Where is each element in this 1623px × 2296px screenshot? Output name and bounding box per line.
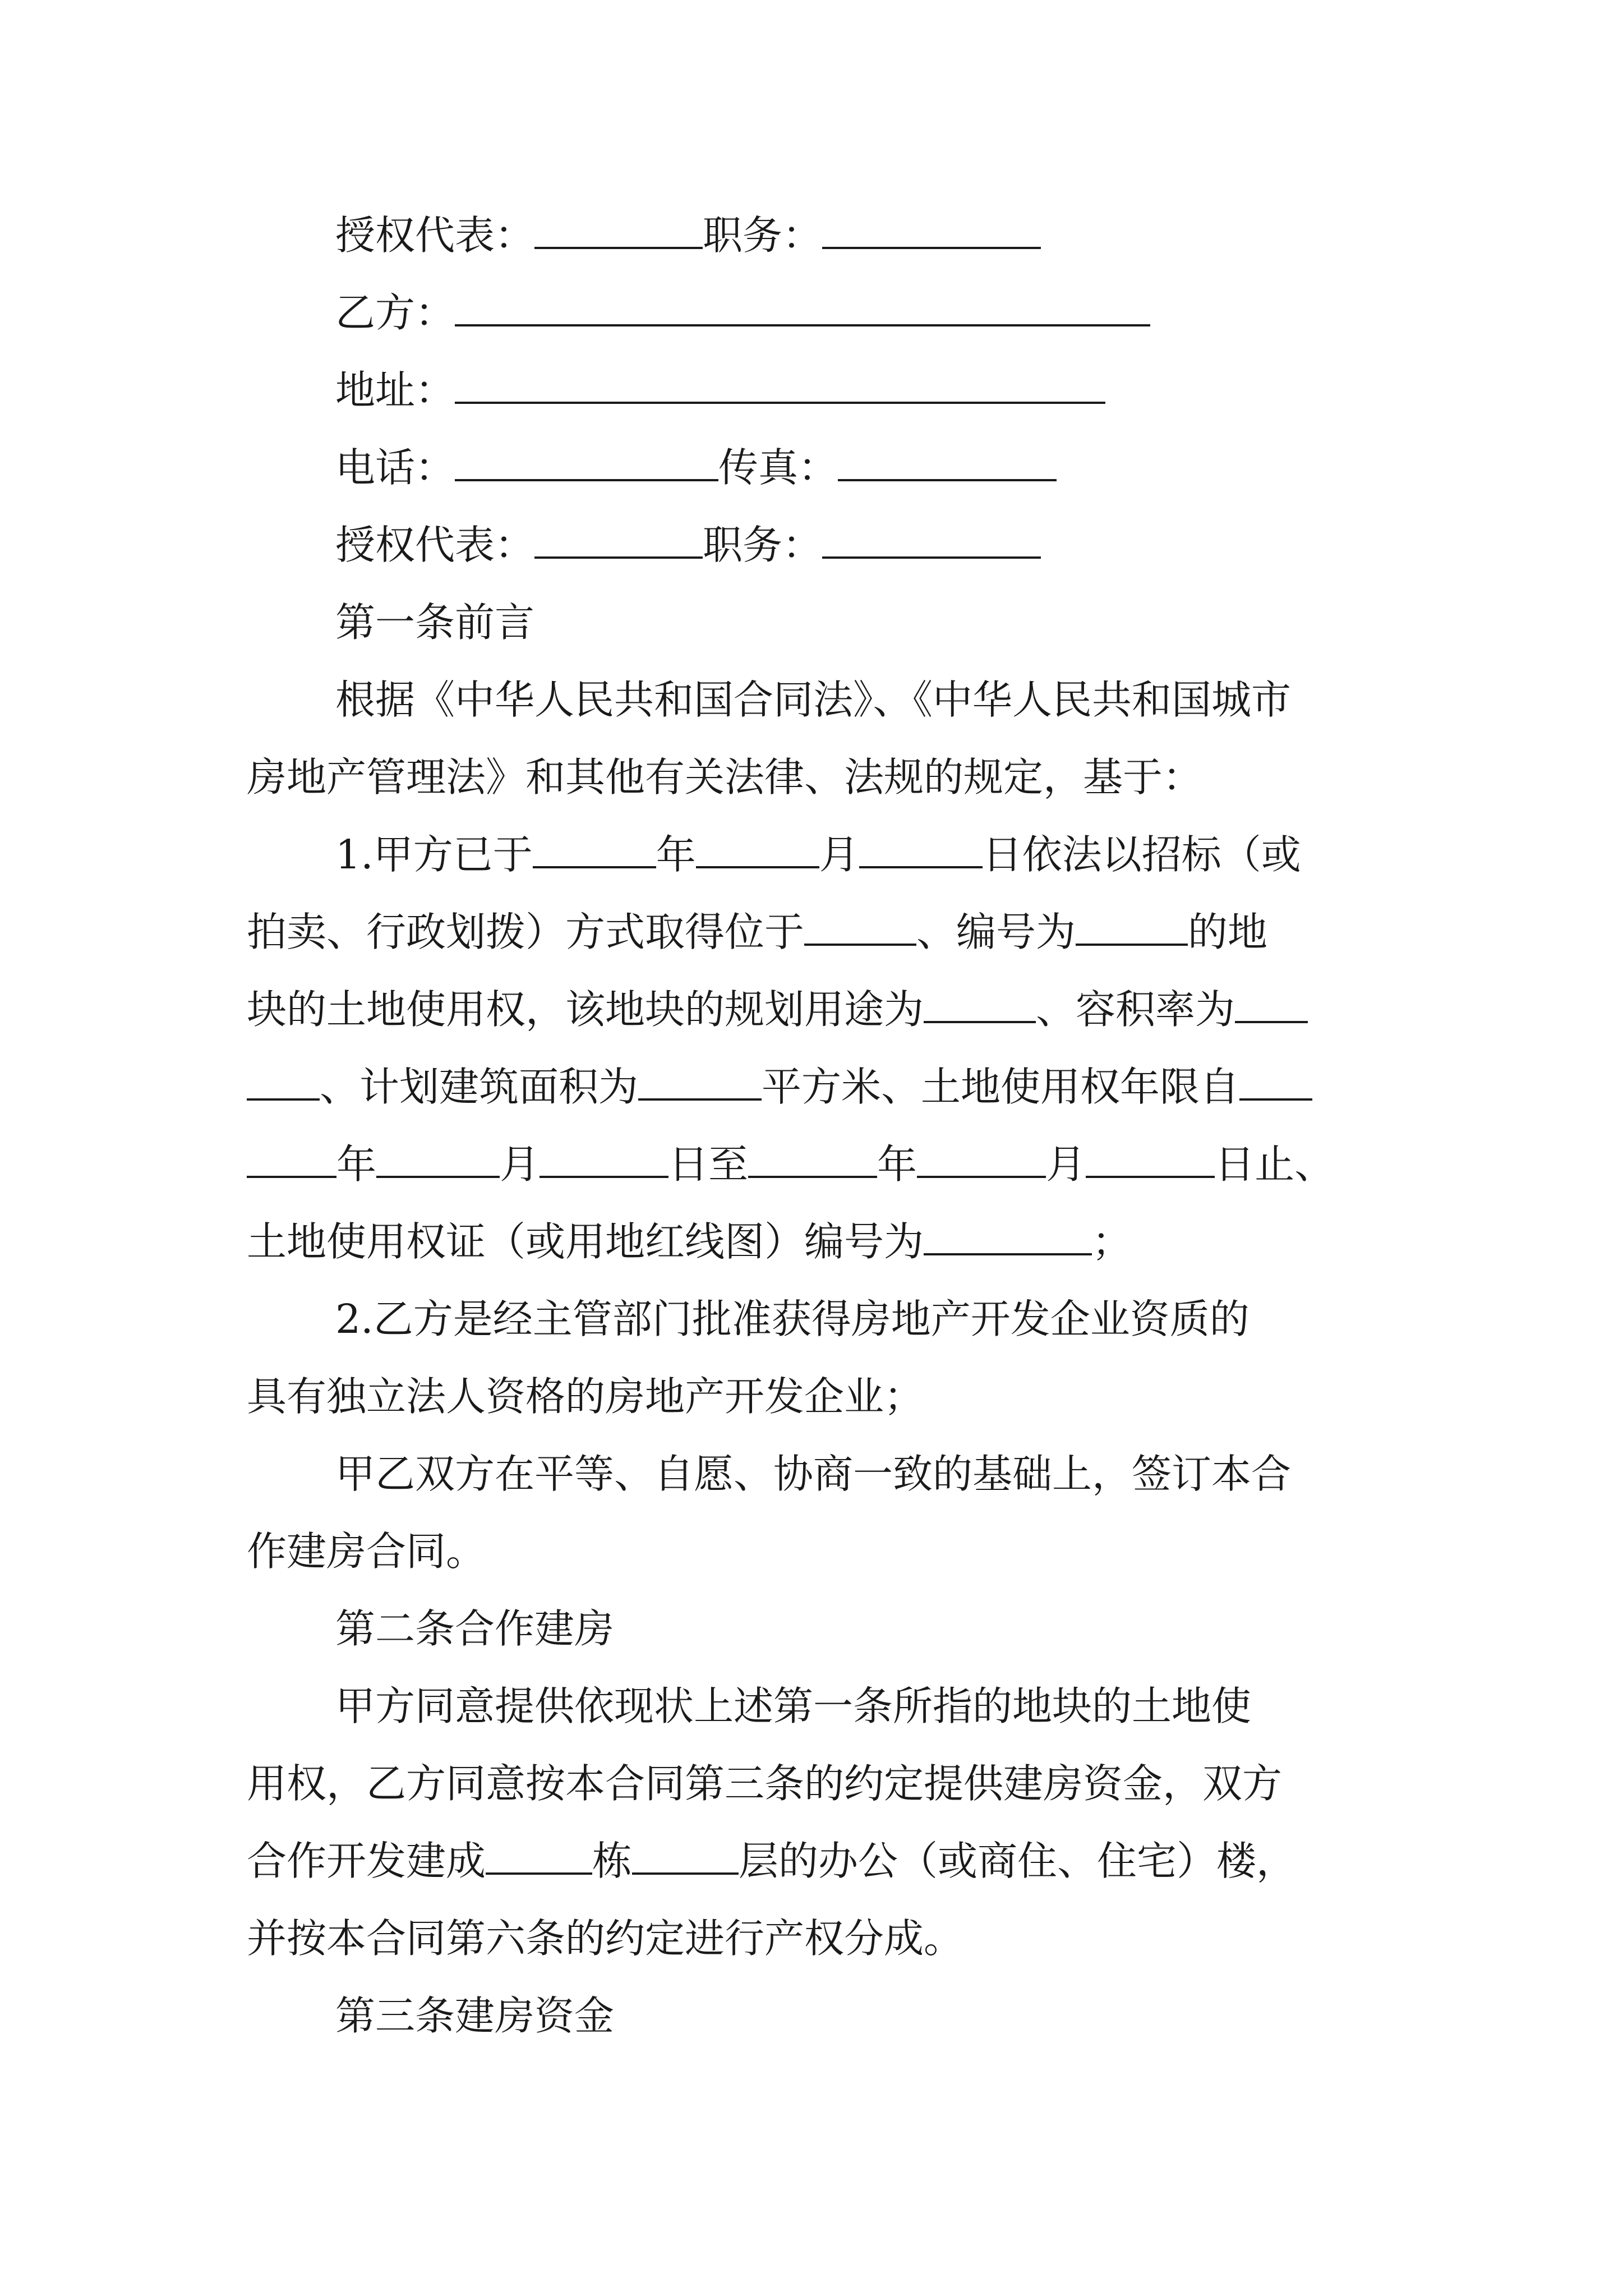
article-1-p1-line1: 根据《中华人民共和国合同法》、《中华人民共和国城市 <box>335 677 1292 723</box>
article-2-line1: 甲方同意提供依现状上述第一条所指的地块的土地使 <box>335 1683 1252 1729</box>
term-year-blank[interactable] <box>247 1139 336 1178</box>
location-text: 拍卖、行政划拨）方式取得位于 <box>247 909 805 955</box>
phone-fax-line <box>335 440 1057 496</box>
building-label: 栋 <box>592 1838 633 1884</box>
end-year-blank[interactable] <box>748 1139 877 1178</box>
to-label: 日至 <box>668 1141 749 1188</box>
address-label: 地址： <box>335 367 455 413</box>
item-1-line5 <box>247 1137 1334 1193</box>
year-blank[interactable] <box>533 829 656 868</box>
year-label: 年 <box>656 831 696 878</box>
day-blank[interactable] <box>859 829 983 868</box>
phone-blank[interactable] <box>455 442 718 481</box>
term-month-blank[interactable] <box>376 1139 500 1178</box>
party-b-blank[interactable] <box>455 287 1150 326</box>
title-blank[interactable] <box>822 210 1041 249</box>
item-2-line1: 2.乙方是经主管部门批准获得房地产开发企业资质的 <box>335 1296 1249 1342</box>
month-label: 月 <box>1046 1141 1086 1188</box>
address-line <box>335 362 1105 418</box>
term-text: 平方米、土地使用权年限自 <box>762 1064 1240 1110</box>
party-b-name-line <box>335 285 1150 341</box>
end-day-blank[interactable] <box>1086 1139 1215 1178</box>
fax-label: 传真： <box>718 444 838 491</box>
item-2-line2: 具有独立法人资格的房地产开发企业； <box>247 1373 924 1420</box>
party-b-rep-line <box>335 517 1041 573</box>
end-month-blank[interactable] <box>917 1139 1046 1178</box>
item-1-line2 <box>247 904 1267 960</box>
title-label: 职务： <box>703 522 823 568</box>
article-2-line4: 并按本合同第六条的约定进行产权分成。 <box>247 1915 964 1962</box>
usage-text: 块的土地使用权，该地块的规划用途为 <box>247 986 924 1033</box>
end-label: 日止、 <box>1215 1141 1335 1188</box>
article-2-line3 <box>247 1833 1296 1889</box>
item-1-line1 <box>335 827 1301 883</box>
article-1-p3-line1: 甲乙双方在平等、自愿、协商一致的基础上，签订本合 <box>335 1451 1292 1497</box>
party-a-rep-line <box>335 208 1041 264</box>
title-blank[interactable] <box>822 519 1041 559</box>
month-label: 月 <box>500 1141 540 1188</box>
rep-blank[interactable] <box>534 210 703 249</box>
item-1-prefix: 1.甲方已于 <box>335 831 533 878</box>
article-1-p1-line2: 房地产管理法》和其他有关法律、法规的规定，基于： <box>247 754 1203 800</box>
usage-blank[interactable] <box>924 984 1036 1023</box>
area-text: 、计划建筑面积为 <box>320 1064 639 1110</box>
plot-text: 的地 <box>1188 909 1268 955</box>
location-blank[interactable] <box>804 907 916 946</box>
month-blank[interactable] <box>696 829 819 868</box>
article-3-heading: 第三条建房资金 <box>335 1993 615 2039</box>
rep-label: 授权代表： <box>335 212 535 259</box>
year-label: 年 <box>877 1141 917 1188</box>
build-text: 合作开发建成 <box>247 1838 486 1884</box>
item-1-line4 <box>247 1059 1312 1115</box>
item-1-line6 <box>247 1214 1132 1270</box>
rep-blank[interactable] <box>534 519 703 559</box>
article-2-heading: 第二条合作建房 <box>335 1605 615 1652</box>
fax-blank[interactable] <box>838 442 1057 481</box>
plot-ratio-blank-cont[interactable] <box>247 1061 320 1101</box>
floor-text: 层的办公（或商住、住宅）楼， <box>739 1838 1297 1884</box>
number-blank[interactable] <box>1076 907 1188 946</box>
floor-count-blank[interactable] <box>632 1835 739 1875</box>
building-count-blank[interactable] <box>486 1835 592 1875</box>
month-label: 月 <box>819 831 859 878</box>
area-blank[interactable] <box>638 1061 762 1101</box>
semicolon: ； <box>1092 1218 1132 1265</box>
term-day-blank[interactable] <box>540 1139 668 1178</box>
term-start-blank[interactable] <box>1239 1061 1312 1101</box>
title-label: 职务： <box>703 212 823 259</box>
phone-label: 电话： <box>335 444 455 491</box>
address-blank[interactable] <box>455 365 1105 404</box>
certificate-text: 土地使用权证（或用地红线图）编号为 <box>247 1218 924 1265</box>
party-b-label: 乙方： <box>335 289 455 336</box>
plot-ratio-text: 、容积率为 <box>1036 986 1235 1033</box>
day-method-text: 日依法以招标（或 <box>982 831 1301 878</box>
item-1-line3 <box>247 982 1308 1038</box>
article-1-p3-line2: 作建房合同。 <box>247 1528 486 1575</box>
certificate-blank[interactable] <box>924 1216 1092 1255</box>
rep-label: 授权代表： <box>335 522 535 568</box>
article-1-heading: 第一条前言 <box>335 599 535 646</box>
article-2-line2: 用权，乙方同意按本合同第三条的约定提供建房资金，双方 <box>247 1760 1283 1807</box>
plot-ratio-blank[interactable] <box>1235 984 1308 1023</box>
year-label: 年 <box>336 1141 377 1188</box>
number-text: 、编号为 <box>916 909 1076 955</box>
